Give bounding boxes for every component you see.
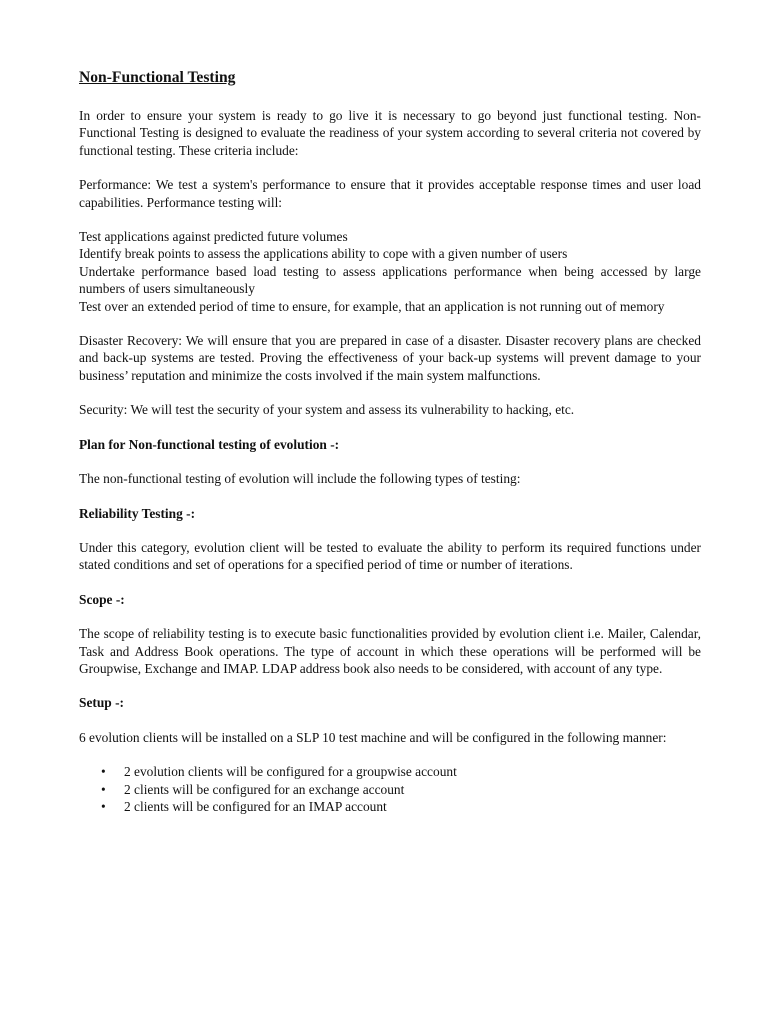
setup-bullet-list <box>79 763 701 815</box>
performance-paragraph: Performance: We test a system's performance to ensure that it provides acceptable response times and user load capabilities. Performance testing will: <box>79 177 701 210</box>
reliability-paragraph: Under this category, evolution client will be tested to evaluate the ability to perform its required functions under stated conditions and set of operations for a specified period of time or number of iterations. <box>79 539 701 573</box>
performance-list <box>79 228 701 315</box>
scope-heading: Scope -: <box>79 591 125 607</box>
disaster-recovery-paragraph: Disaster Recovery: We will ensure that you are prepared in case of a disaster. Disaster recovery plans are checked and back-up systems are tested. Proving the effectiveness of your back-up systems will prevent damage to your business’ reputation and minimize the costs involved if the main system malfunctions. <box>79 333 701 383</box>
performance-item: Test over an extended period of time to ensure, for example, that an application is not running out of memory <box>79 298 665 314</box>
list-item <box>79 763 701 780</box>
document-page <box>79 68 701 815</box>
scope-paragraph: The scope of reliability testing is to execute basic functionalities provided by evolution client i.e. Mailer, Calendar, Task and Address Book operations. The type of account in which these operations will be performed will be Groupwise, Exchange and IMAP. LDAP address book also needs to be considered, with account of any type. <box>79 626 701 676</box>
bullet-icon: • <box>101 781 106 797</box>
list-item-text: 2 evolution clients will be configured for a groupwise account <box>124 764 457 780</box>
bullet-icon: • <box>101 798 106 814</box>
setup-heading: Setup -: <box>79 695 125 711</box>
list-item-text: 2 clients will be configured for an IMAP account <box>124 798 387 814</box>
list-item-text: 2 clients will be configured for an exchange account <box>124 781 405 797</box>
bullet-icon: • <box>101 764 106 780</box>
plan-heading: Plan for Non-functional testing of evolution -: <box>79 436 340 452</box>
setup-paragraph: 6 evolution clients will be installed on a SLP 10 test machine and will be configured in the following manner: <box>79 729 667 745</box>
performance-item: Undertake performance based load testing to assess applications performance when being accessed by large numbers of users simultaneously <box>79 263 701 297</box>
reliability-heading: Reliability Testing -: <box>79 505 196 521</box>
plan-paragraph: The non-functional testing of evolution will include the following types of testing: <box>79 471 521 487</box>
list-item <box>79 781 701 798</box>
security-paragraph: Security: We will test the security of your system and assess its vulnerability to hacking, etc. <box>79 402 575 418</box>
performance-item: Identify break points to assess the applications ability to cope with a given number of users <box>79 246 568 262</box>
document-title: Non-Functional Testing <box>79 69 236 86</box>
intro-paragraph: In order to ensure your system is ready to go live it is necessary to go beyond just functional testing. Non-Functional Testing is designed to evaluate the readiness of your system according to several criteria not covered by functional testing. These criteria include: <box>79 108 701 158</box>
list-item <box>79 798 701 815</box>
performance-item: Test applications against predicted future volumes <box>79 229 348 245</box>
